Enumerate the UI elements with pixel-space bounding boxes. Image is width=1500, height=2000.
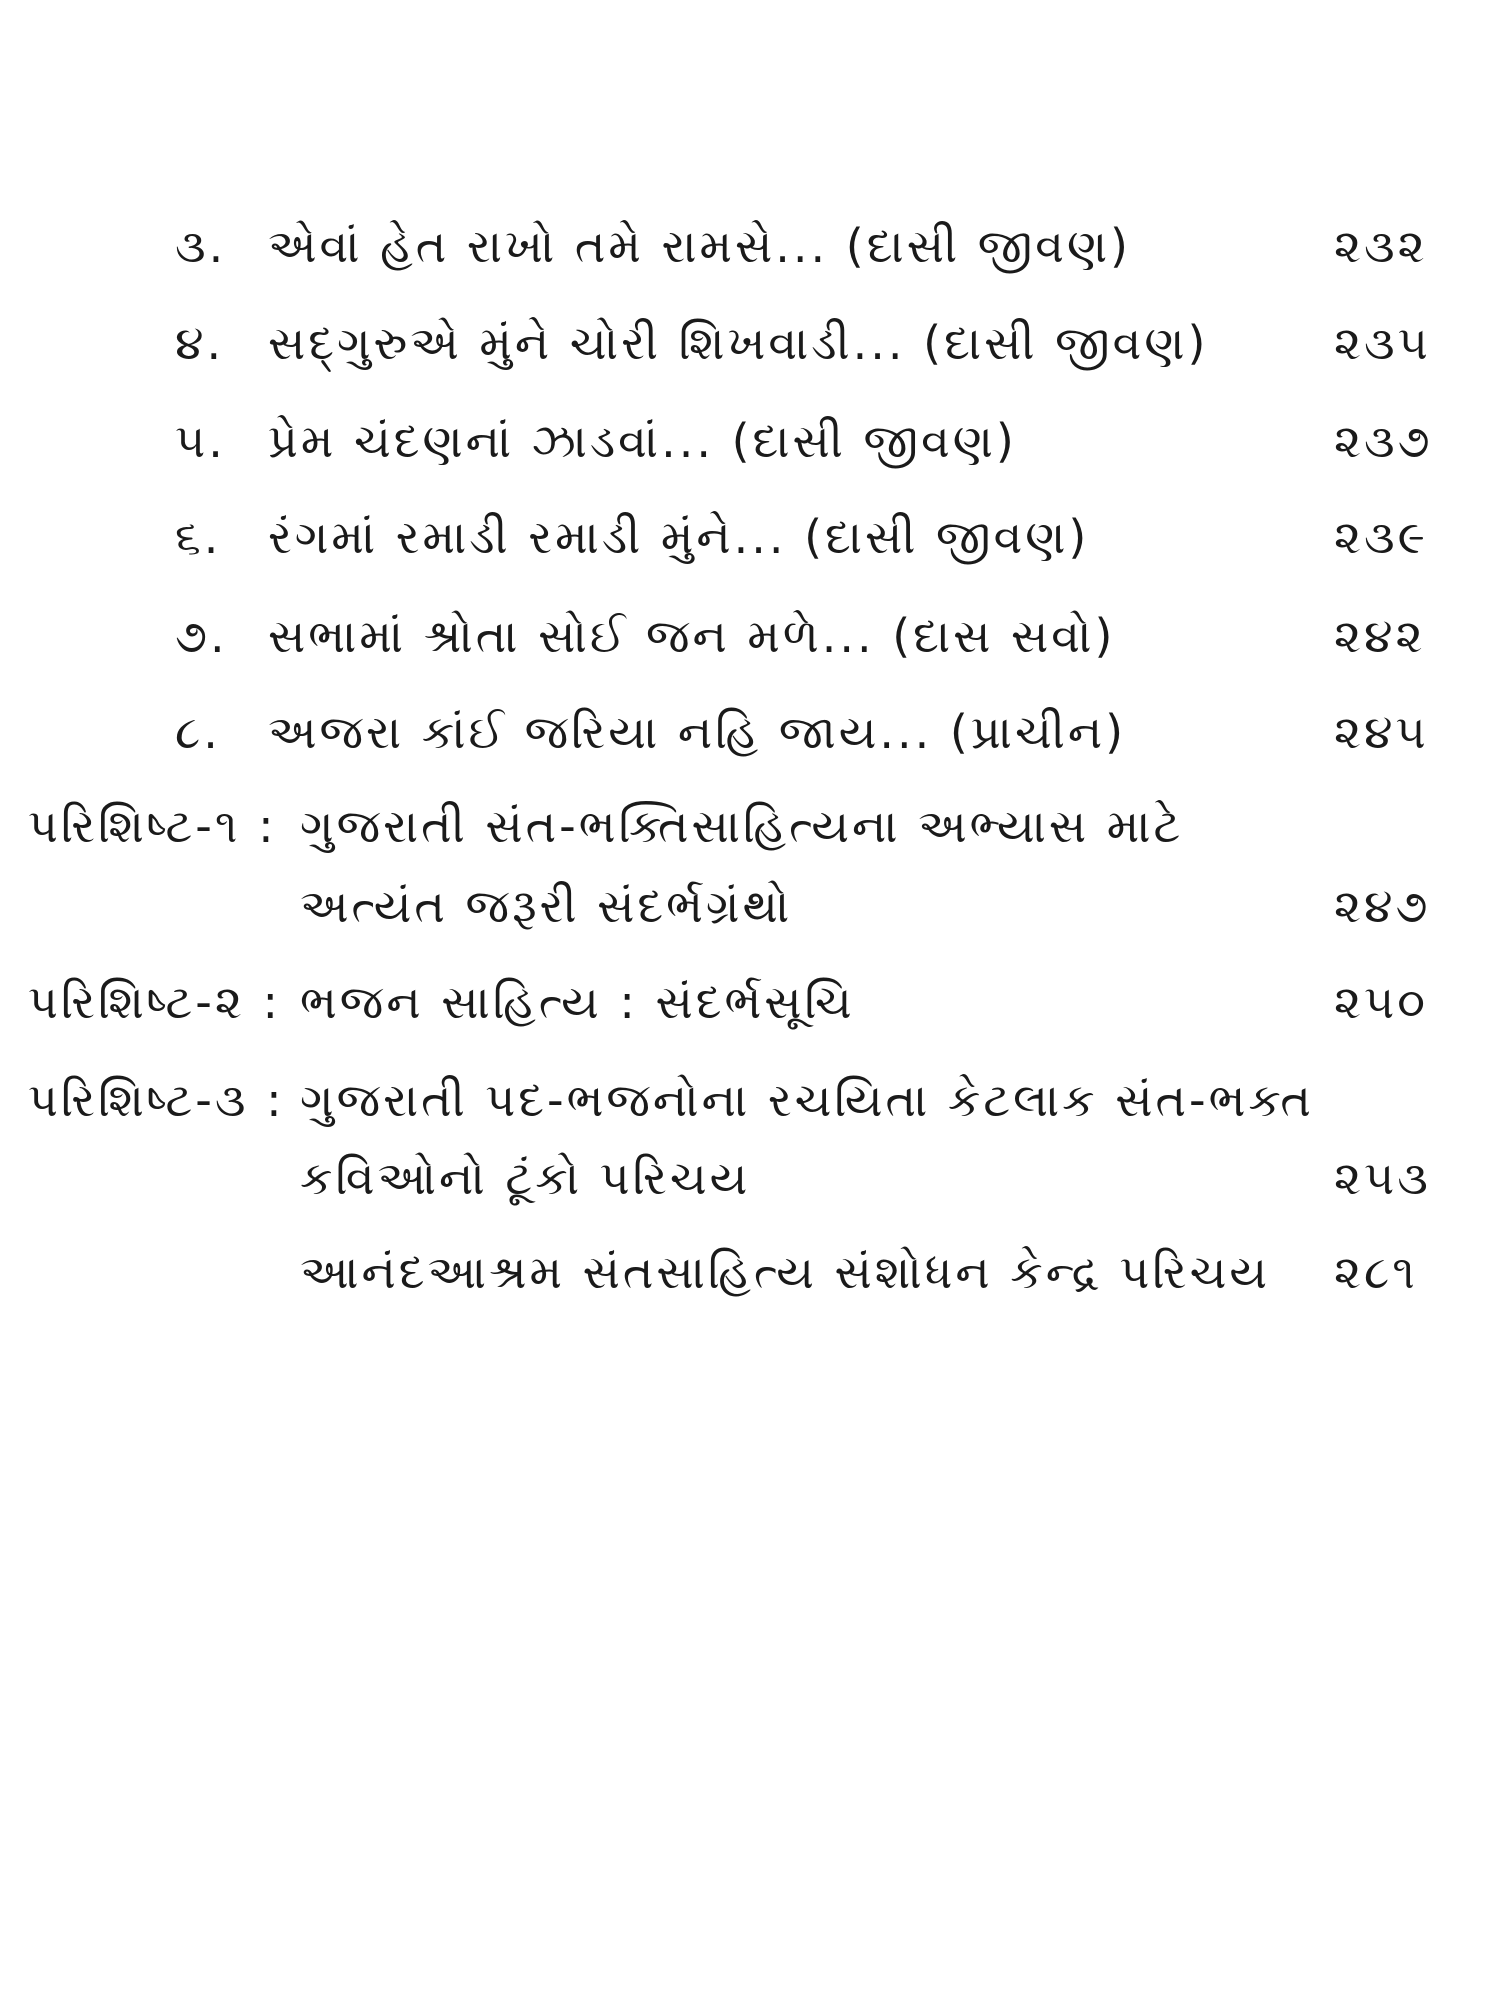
appendix-title-line2: કવિઓનો ટૂંકો પરિચય: [300, 1151, 751, 1205]
entry-number: ૫.: [175, 414, 226, 468]
appendix-page: ૨૫૦: [1334, 975, 1428, 1029]
closing-title: આનંદઆશ્રમ સંતસાહિત્ય સંશોધન કેન્દ્ર પરિચય: [300, 1245, 1271, 1299]
entry-title: પ્રેમ ચંદણનાં ઝાડવાં... (દાસી જીવણ): [268, 414, 1017, 468]
entry-page: ૨૪૫: [1334, 705, 1429, 759]
entry-page: ૨૪૨: [1334, 609, 1426, 663]
appendix-title-line2: અત્યંત જરૂરી સંદર્ભગ્રંથો: [300, 879, 793, 933]
entry-title: સદ્‌ગુરુએ મુંને ચોરી શિખવાડી... (દાસી જીવણ): [268, 316, 1209, 370]
entry-page: ૨૩૭: [1334, 414, 1433, 468]
appendix-title-line1: ભજન સાહિત્ય : સંદર્ભસૂચિ: [300, 975, 855, 1029]
appendix-page: ૨૪૭: [1334, 879, 1431, 933]
appendix-label: પરિશિષ્ટ-૧ :: [28, 799, 277, 853]
closing-page: ૨૮૧: [1334, 1245, 1418, 1299]
entry-title: અજરા કાંઈ જરિયા નહિ જાય... (પ્રાચીન): [268, 705, 1127, 759]
entry-title: સભામાં શ્રોતા સોઈ જન મળે... (દાસ સવો): [268, 609, 1116, 663]
entry-number: ૬.: [175, 510, 222, 564]
entry-title: રંગમાં રમાડી રમાડી મુંને... (દાસી જીવણ): [268, 510, 1090, 564]
appendix-title-line1: ગુજરાતી સંત-ભક્તિસાહિત્યના અભ્યાસ માટે: [300, 799, 1184, 853]
entry-number: ૭.: [175, 609, 228, 663]
appendix-label: પરિશિષ્ટ-૨ :: [28, 975, 282, 1029]
entry-number: ૮.: [175, 705, 221, 759]
entry-page: ૨૩૯: [1334, 510, 1428, 564]
appendix-title-line1: ગુજરાતી પદ-ભજનોના રચયિતા કેટલાક સંત-ભક્ત: [300, 1073, 1314, 1127]
entry-number: ૪.: [175, 316, 225, 370]
appendix-page: ૨૫૩: [1334, 1151, 1431, 1205]
entry-number: ૩.: [175, 219, 227, 273]
entry-title: એવાં હેત રાખો તમે રામસે... (દાસી જીવણ): [268, 219, 1132, 273]
entry-page: ૨૩૨: [1334, 219, 1428, 273]
appendix-label: પરિશિષ્ટ-૩ :: [28, 1073, 285, 1127]
entry-page: ૨૩૫: [1334, 316, 1431, 370]
